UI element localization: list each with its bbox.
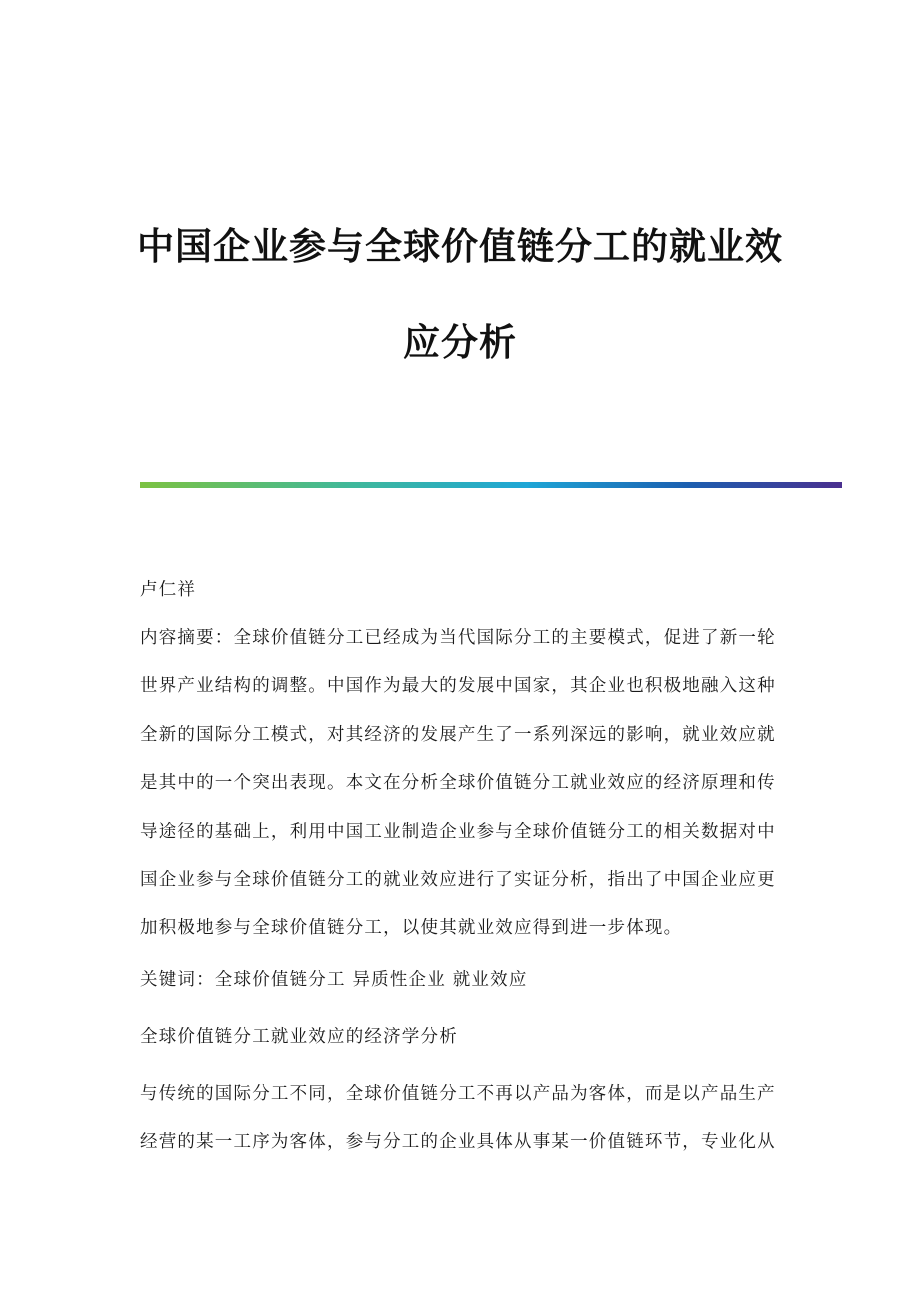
section-heading: 全球价值链分工就业效应的经济学分析 xyxy=(140,1027,458,1047)
abstract-paragraph: 内容摘要：全球价值链分工已经成为当代国际分工的主要模式，促进了新一轮 世界产业结构的调整。中国作为最大的发展中国家，其企业也积极地融入这种 全新的国际分工模式，对其经济的发展产生了一系列深远的影响，就业效应就 是其中的一个突出表现。本文在分析全球价值链分工就业效应的经济原理和传 导途径的基础上，利用中国工业制造企业参与全球价值链分工的相关数据对中 国企业参与全球价值链分工的就业效应进行了实证分析，指出了中国企业应更 加积极地参与全球价值链分工，以使其就业效应得到进一步体现。 xyxy=(140,628,776,939)
author-name: 卢仁祥 xyxy=(140,580,197,600)
keywords-line: 关键词：全球价值链分工 异质性企业 就业效应 xyxy=(140,970,528,990)
body-paragraph: 与传统的国际分工不同，全球价值链分工不再以产品为客体，而是以产品生产 经营的某一工序为客体，参与分工的企业具体从事某一价值链环节，专业化从 xyxy=(140,1084,776,1153)
document-title-line-1: 中国企业参与全球价值链分工的就业效 xyxy=(137,225,783,268)
document-title-line-2: 应分析 xyxy=(403,321,517,364)
gradient-divider xyxy=(140,482,842,488)
